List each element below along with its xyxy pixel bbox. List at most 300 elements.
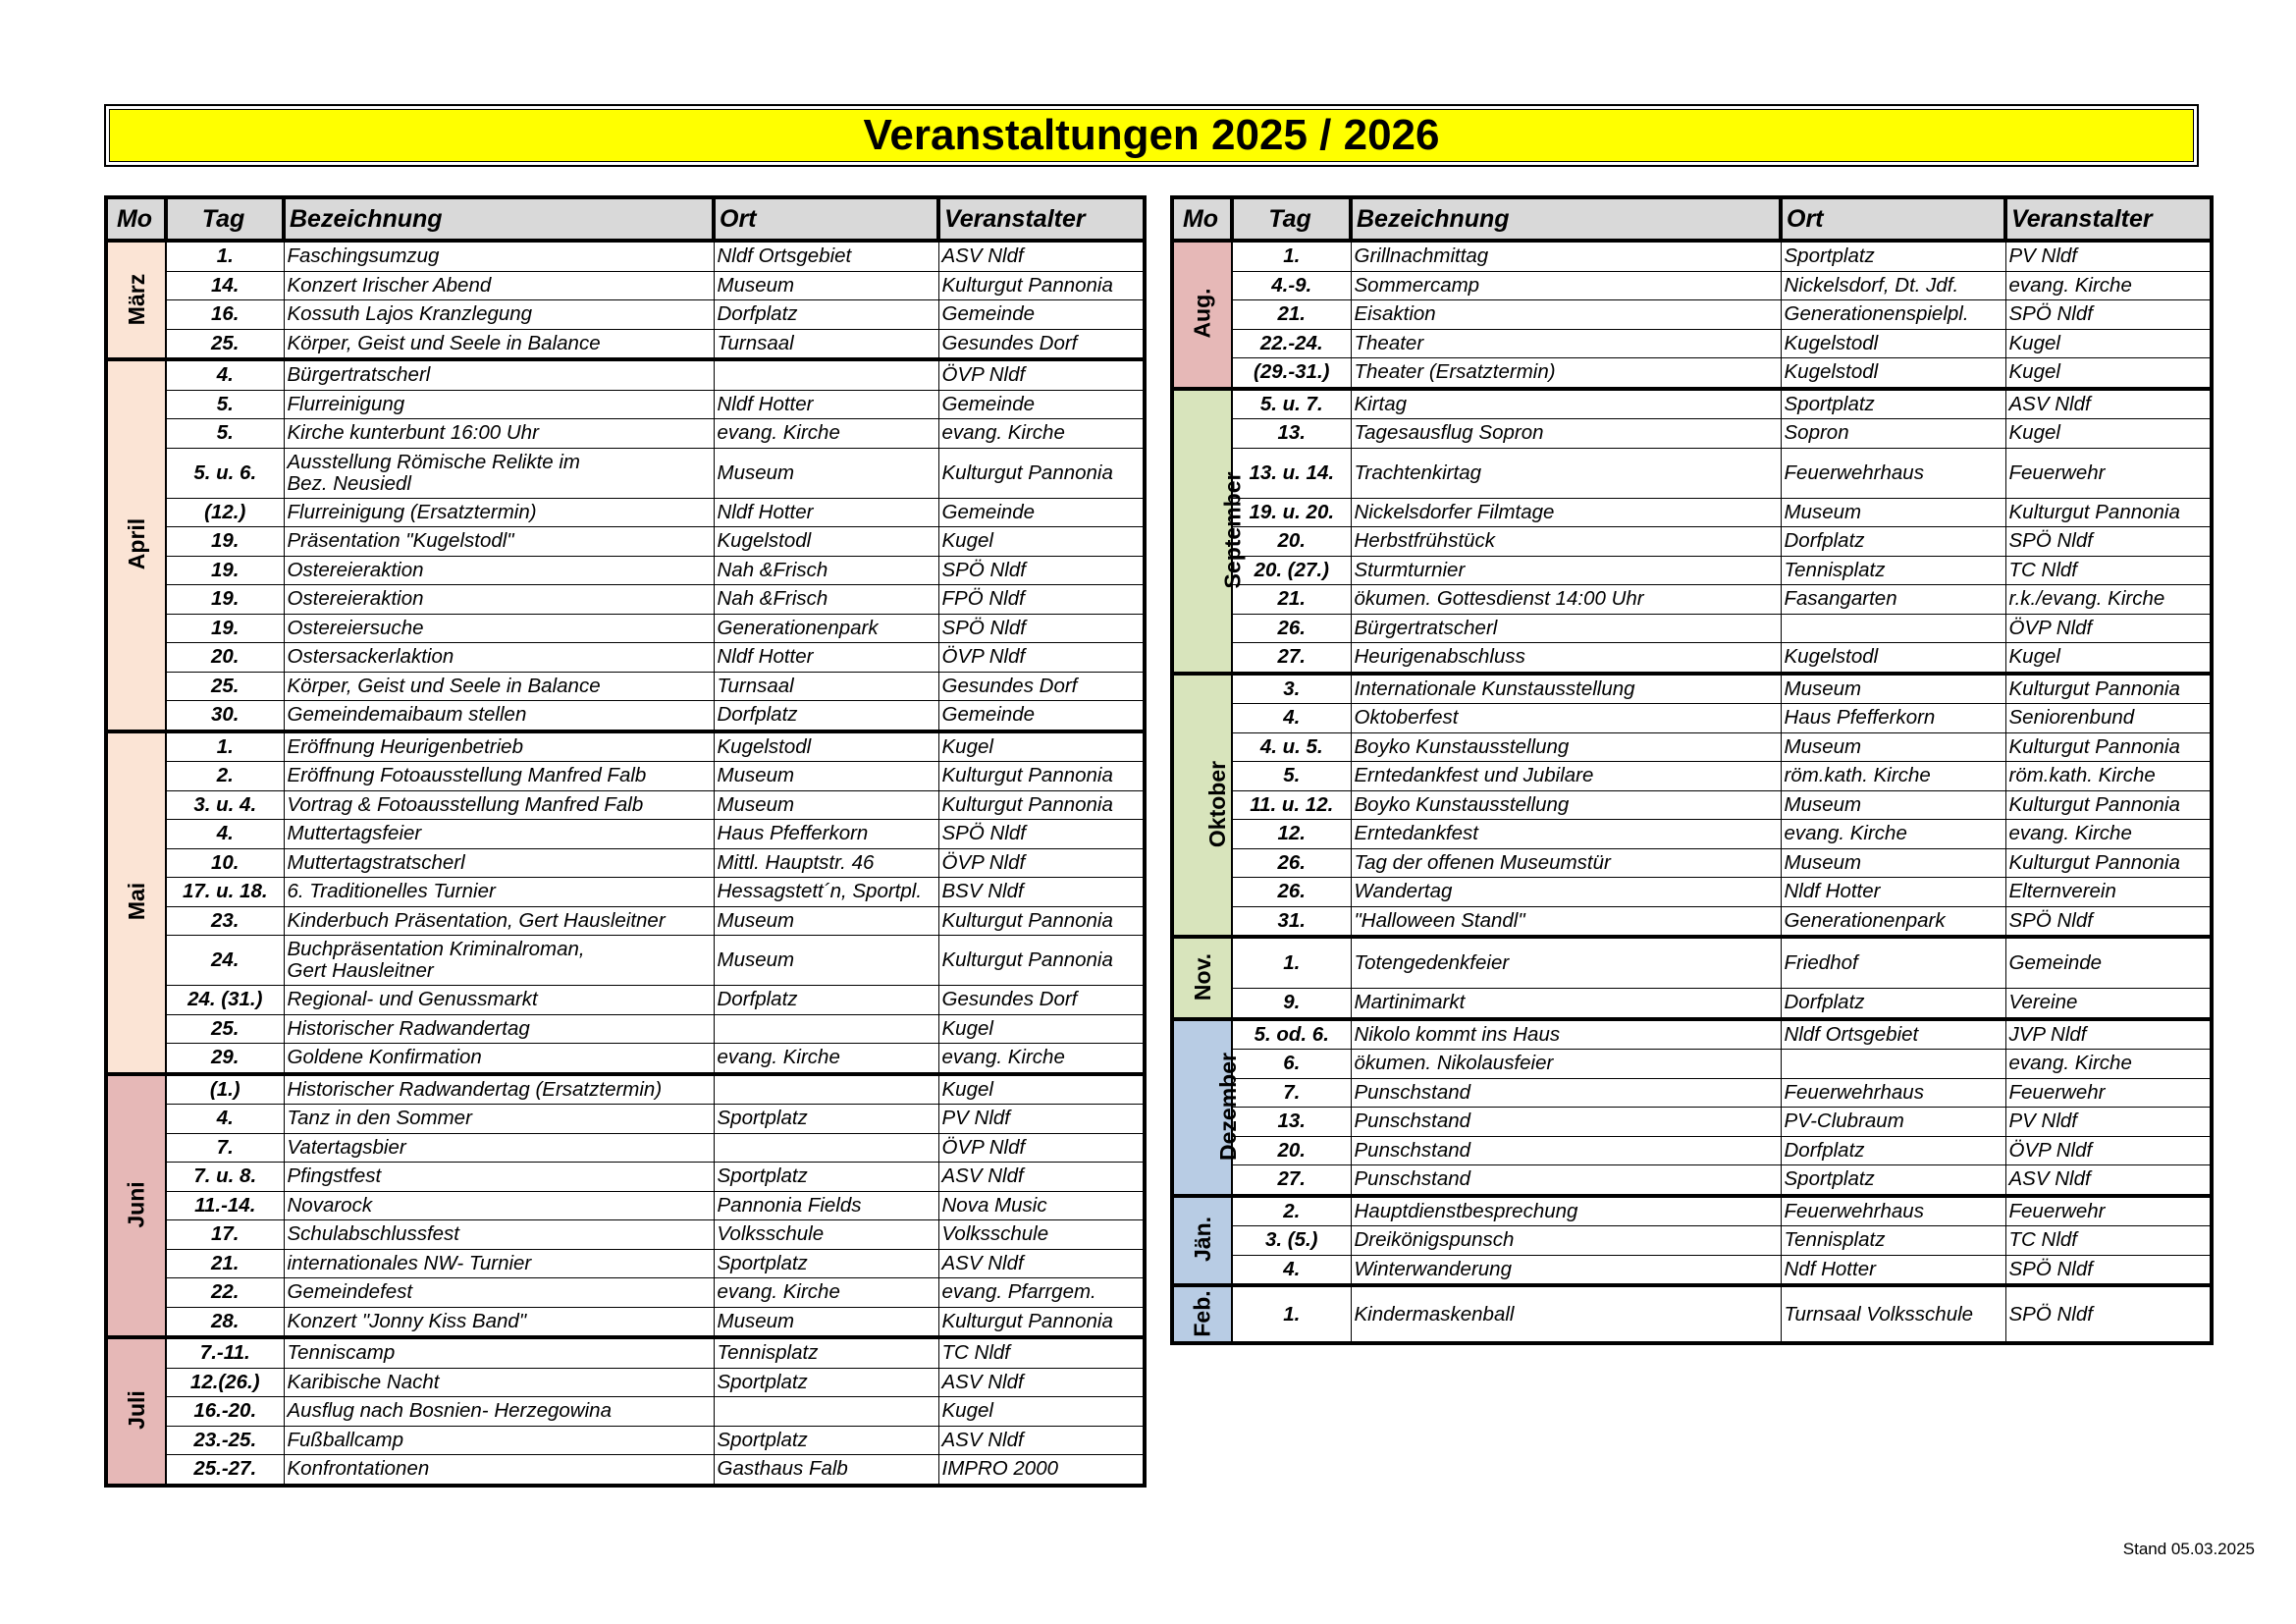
organizer-cell: Gesundes Dorf: [938, 672, 1145, 701]
event-name-cell: [284, 986, 714, 1015]
organizer-cell: SPÖ Nldf: [938, 820, 1145, 849]
organizer-cell: Volksschule: [938, 1220, 1145, 1250]
event-name-cell: [284, 614, 714, 643]
event-name-line: Flurreinigung (Ersatztermin): [287, 500, 537, 523]
table-row: [106, 241, 1145, 271]
event-name-line: Grillnachmittag: [1354, 244, 1489, 268]
month-label: Juli: [124, 1390, 149, 1431]
events-table-left: [104, 195, 1147, 1488]
day-cell: (1.): [166, 1074, 284, 1105]
day-cell: 7.: [166, 1133, 284, 1163]
table-row: [1172, 1108, 2212, 1137]
day-cell: 27.: [1232, 1165, 1351, 1196]
location-cell: Museum: [714, 1307, 938, 1337]
event-name-line: Kirtag: [1354, 392, 1408, 415]
month-label: Aug.: [1189, 288, 1215, 339]
organizer-cell: Kulturgut Pannonia: [2005, 790, 2212, 820]
event-name-line: Nikolo kommt ins Haus: [1354, 1022, 1561, 1046]
location-cell: evang. Kirche: [714, 1044, 938, 1074]
organizer-cell: Feuerwehr: [2005, 1196, 2212, 1226]
organizer-cell: ÖVP Nldf: [938, 643, 1145, 673]
event-name-line: Karibische Nacht: [287, 1370, 440, 1393]
location-cell: evang. Kirche: [714, 1278, 938, 1308]
event-name-line: Gemeindemaibaum stellen: [287, 703, 527, 727]
header-tag: Tag: [1232, 197, 1351, 241]
organizer-cell: ÖVP Nldf: [2005, 1136, 2212, 1165]
event-name-cell: [1351, 1255, 1781, 1285]
table-row: [1172, 732, 2212, 762]
table-row: [106, 1044, 1145, 1074]
table-row: [106, 848, 1145, 878]
title-box: [104, 104, 2199, 167]
event-name-cell: [1351, 878, 1781, 907]
location-cell: Generationenpark: [1781, 906, 2005, 937]
day-cell: 1.: [1232, 937, 1351, 989]
location-cell: Tennisplatz: [1781, 556, 2005, 585]
event-name-line: Gert Hausleitner: [287, 959, 434, 982]
month-cell: [1172, 1285, 1232, 1343]
day-cell: 26.: [1232, 614, 1351, 643]
day-cell: 20.: [166, 643, 284, 673]
event-name-cell: [284, 585, 714, 615]
day-cell: 6.: [1232, 1050, 1351, 1079]
organizer-cell: Kulturgut Pannonia: [2005, 498, 2212, 527]
location-cell: Museum: [714, 762, 938, 791]
organizer-cell: evang. Kirche: [2005, 271, 2212, 300]
day-cell: 13. u. 14.: [1232, 448, 1351, 498]
table-row: [1172, 419, 2212, 449]
location-cell: Nldf Hotter: [714, 390, 938, 419]
organizer-cell: ASV Nldf: [2005, 389, 2212, 419]
location-cell: Fasangarten: [1781, 585, 2005, 615]
organizer-cell: Kulturgut Pannonia: [938, 936, 1145, 986]
header-row: [106, 197, 1145, 241]
organizer-cell: FPÖ Nldf: [938, 585, 1145, 615]
day-cell: 5.: [166, 419, 284, 449]
header-tag: Tag: [166, 197, 284, 241]
table-row: [1172, 1196, 2212, 1226]
table-row: [106, 1368, 1145, 1397]
table-row: [1172, 448, 2212, 498]
event-name-line: Nickelsdorfer Filmtage: [1354, 500, 1555, 523]
table-row: [1172, 762, 2212, 791]
event-name-line: Dreikönigspunsch: [1354, 1228, 1515, 1252]
organizer-cell: Kulturgut Pannonia: [2005, 674, 2212, 704]
table-row: [1172, 989, 2212, 1019]
event-name-cell: [284, 1163, 714, 1192]
event-name-line: Boyko Kunstausstellung: [1354, 734, 1570, 758]
header-mo: Mo: [1172, 197, 1232, 241]
event-name-cell: [284, 300, 714, 330]
event-name-cell: [1351, 358, 1781, 389]
event-name-line: Vatertagsbier: [287, 1135, 406, 1159]
event-name-cell: [1351, 762, 1781, 791]
header-row: [1172, 197, 2212, 241]
event-name-cell: [1351, 614, 1781, 643]
day-cell: 4.: [166, 820, 284, 849]
event-name-cell: [284, 936, 714, 986]
location-cell: Dorfplatz: [714, 701, 938, 731]
organizer-cell: Gemeinde: [2005, 937, 2212, 989]
organizer-cell: r.k./evang. Kirche: [2005, 585, 2212, 615]
table-row: [1172, 1050, 2212, 1079]
day-cell: 5. od. 6.: [1232, 1019, 1351, 1050]
table-row: [106, 1307, 1145, 1337]
event-name-cell: [1351, 848, 1781, 878]
organizer-cell: evang. Kirche: [938, 1044, 1145, 1074]
location-cell: Mittl. Hauptstr. 46: [714, 848, 938, 878]
day-cell: 5.: [166, 390, 284, 419]
table-row: [1172, 271, 2212, 300]
table-row: [1172, 790, 2212, 820]
event-name-cell: [1351, 704, 1781, 733]
event-name-cell: [1351, 419, 1781, 449]
table-row: [106, 419, 1145, 449]
event-name-line: Novarock: [287, 1193, 373, 1217]
day-cell: 30.: [166, 701, 284, 731]
table-row: [1172, 704, 2212, 733]
table-row: [106, 1014, 1145, 1044]
organizer-cell: ÖVP Nldf: [2005, 614, 2212, 643]
location-cell: Sportplatz: [714, 1368, 938, 1397]
day-cell: 24. (31.): [166, 986, 284, 1015]
table-row: [106, 1278, 1145, 1308]
table-row: [1172, 1226, 2212, 1256]
event-name-line: Internationale Kunstausstellung: [1354, 677, 1635, 700]
event-name-cell: [1351, 389, 1781, 419]
month-label: Feb.: [1190, 1289, 1215, 1337]
organizer-cell: SPÖ Nldf: [2005, 1285, 2212, 1343]
location-cell: Turnsaal: [714, 672, 938, 701]
event-name-cell: [284, 1220, 714, 1250]
organizer-cell: Kugel: [938, 1074, 1145, 1105]
location-cell: Sportplatz: [714, 1249, 938, 1278]
organizer-cell: Gesundes Dorf: [938, 986, 1145, 1015]
event-name-cell: [284, 820, 714, 849]
day-cell: 20.: [1232, 527, 1351, 557]
event-name-line: Kindermaskenball: [1354, 1302, 1515, 1326]
table-row: [1172, 1078, 2212, 1108]
event-name-line: Konfrontationen: [287, 1457, 430, 1481]
location-cell: Nldf Hotter: [714, 498, 938, 527]
day-cell: 4.: [166, 1105, 284, 1134]
event-name-line: Heurigenabschluss: [1354, 645, 1525, 669]
event-name-cell: [284, 241, 714, 271]
location-cell: Volksschule: [714, 1220, 938, 1250]
organizer-cell: Kulturgut Pannonia: [938, 1307, 1145, 1337]
organizer-cell: Kulturgut Pannonia: [938, 762, 1145, 791]
event-name-line: Bürgertratscherl: [287, 363, 431, 387]
event-name-cell: [1351, 732, 1781, 762]
event-name-cell: [284, 1426, 714, 1455]
event-name-cell: [284, 448, 714, 498]
organizer-cell: Feuerwehr: [2005, 448, 2212, 498]
organizer-cell: SPÖ Nldf: [938, 556, 1145, 585]
event-name-line: Gemeindefest: [287, 1280, 413, 1304]
organizer-cell: TC Nldf: [2005, 1226, 2212, 1256]
day-cell: 4.: [1232, 704, 1351, 733]
event-name-cell: [1351, 585, 1781, 615]
location-cell: [714, 1014, 938, 1044]
event-name-line: Faschingsumzug: [287, 244, 440, 268]
event-name-cell: [1351, 1019, 1781, 1050]
event-name-line: Punschstand: [1354, 1110, 1471, 1133]
location-cell: Friedhof: [1781, 937, 2005, 989]
table-row: [1172, 1165, 2212, 1196]
event-name-cell: [284, 1105, 714, 1134]
day-cell: 4.: [166, 359, 284, 390]
location-cell: evang. Kirche: [1781, 820, 2005, 849]
event-name-cell: [1351, 556, 1781, 585]
day-cell: 2.: [1232, 1196, 1351, 1226]
table-row: [1172, 1019, 2212, 1050]
organizer-cell: Kugel: [2005, 358, 2212, 389]
event-name-cell: [1351, 1165, 1781, 1196]
location-cell: Hessagstett´n, Sportpl.: [714, 878, 938, 907]
event-name-cell: [284, 1074, 714, 1105]
month-label: Nov.: [1189, 952, 1215, 1001]
event-name-line: Vortrag & Fotoausstellung Manfred Falb: [287, 792, 644, 816]
table-row: [106, 906, 1145, 936]
day-cell: 12.: [1232, 820, 1351, 849]
day-cell: 3. u. 4.: [166, 790, 284, 820]
organizer-cell: Kugel: [2005, 419, 2212, 449]
event-name-cell: [284, 1397, 714, 1427]
event-name-line: Tag der offenen Museumstür: [1354, 850, 1611, 874]
day-cell: 7. u. 8.: [166, 1163, 284, 1192]
location-cell: Museum: [1781, 732, 2005, 762]
event-name-line: Totengedenkfeier: [1354, 951, 1510, 974]
table-row: [106, 1337, 1145, 1368]
location-cell: Nldf Ortsgebiet: [1781, 1019, 2005, 1050]
table-row: [1172, 1136, 2212, 1165]
organizer-cell: PV Nldf: [938, 1105, 1145, 1134]
event-name-line: Buchpräsentation Kriminalroman,: [287, 938, 585, 960]
organizer-cell: ASV Nldf: [938, 1368, 1145, 1397]
location-cell: Feuerwehrhaus: [1781, 448, 2005, 498]
location-cell: Dorfplatz: [714, 300, 938, 330]
event-name-cell: [284, 390, 714, 419]
location-cell: [1781, 614, 2005, 643]
event-name-line: Wandertag: [1354, 880, 1453, 903]
day-cell: 4. u. 5.: [1232, 732, 1351, 762]
organizer-cell: Kulturgut Pannonia: [938, 906, 1145, 936]
event-name-line: Eröffnung Fotoausstellung Manfred Falb: [287, 764, 647, 787]
event-name-cell: [1351, 527, 1781, 557]
organizer-cell: ÖVP Nldf: [938, 1133, 1145, 1163]
day-cell: 13.: [1232, 419, 1351, 449]
event-name-line: Kinderbuch Präsentation, Gert Hausleitner: [287, 908, 666, 932]
table-row: [106, 701, 1145, 731]
table-row: [1172, 241, 2212, 271]
day-cell: 4.-9.: [1232, 271, 1351, 300]
organizer-cell: SPÖ Nldf: [2005, 527, 2212, 557]
day-cell: 2.: [166, 762, 284, 791]
event-name-cell: [284, 359, 714, 390]
location-cell: Turnsaal Volksschule: [1781, 1285, 2005, 1343]
event-name-line: Präsentation "Kugelstodl": [287, 529, 514, 553]
event-name-cell: [284, 1133, 714, 1163]
table-row: [106, 1105, 1145, 1134]
organizer-cell: Vereine: [2005, 989, 2212, 1019]
day-cell: 23.-25.: [166, 1426, 284, 1455]
event-name-cell: [1351, 906, 1781, 937]
organizer-cell: SPÖ Nldf: [938, 614, 1145, 643]
table-row: [106, 527, 1145, 557]
table-row: [1172, 820, 2212, 849]
event-name-cell: [284, 419, 714, 449]
location-cell: Museum: [1781, 848, 2005, 878]
location-cell: Dorfplatz: [1781, 1136, 2005, 1165]
day-cell: 19.: [166, 556, 284, 585]
header-ort: Ort: [714, 197, 938, 241]
organizer-cell: Kugel: [2005, 329, 2212, 358]
event-name-cell: [1351, 1196, 1781, 1226]
event-name-line: Ostereieraktion: [287, 558, 424, 581]
organizer-cell: ASV Nldf: [938, 241, 1145, 271]
event-name-line: Erntedankfest: [1354, 822, 1478, 845]
location-cell: evang. Kirche: [714, 419, 938, 449]
event-name-cell: [284, 643, 714, 673]
table-row: [106, 1397, 1145, 1427]
table-row: [106, 878, 1145, 907]
day-cell: 10.: [166, 848, 284, 878]
day-cell: 29.: [166, 1044, 284, 1074]
event-name-cell: [284, 527, 714, 557]
event-name-cell: [284, 672, 714, 701]
location-cell: Generationenspielpl.: [1781, 300, 2005, 330]
location-cell: Nldf Hotter: [1781, 878, 2005, 907]
day-cell: (29.-31.): [1232, 358, 1351, 389]
event-name-cell: [1351, 300, 1781, 330]
organizer-cell: evang. Kirche: [938, 419, 1145, 449]
event-name-cell: [284, 1249, 714, 1278]
day-cell: 19.: [166, 614, 284, 643]
table-row: [106, 1191, 1145, 1220]
event-name-cell: [1351, 241, 1781, 271]
month-label: Juni: [124, 1181, 149, 1228]
table-row: [106, 820, 1145, 849]
event-name-cell: [284, 1278, 714, 1308]
event-name-line: Theater (Ersatztermin): [1354, 360, 1556, 384]
day-cell: 5.: [1232, 762, 1351, 791]
day-cell: 28.: [166, 1307, 284, 1337]
location-cell: Tennisplatz: [1781, 1226, 2005, 1256]
event-name-cell: [284, 1307, 714, 1337]
event-name-line: Pfingstfest: [287, 1164, 382, 1188]
event-name-cell: [284, 1368, 714, 1397]
table-row: [1172, 585, 2212, 615]
event-name-line: Sturmturnier: [1354, 558, 1466, 581]
organizer-cell: Gemeinde: [938, 701, 1145, 731]
location-cell: Museum: [1781, 674, 2005, 704]
event-name-cell: [284, 329, 714, 359]
organizer-cell: PV Nldf: [2005, 1108, 2212, 1137]
table-row: [106, 1249, 1145, 1278]
event-name-line: "Halloween Standl": [1354, 908, 1525, 932]
organizer-cell: Kugel: [938, 527, 1145, 557]
header-bezeichnung: Bezeichnung: [1351, 197, 1781, 241]
event-name-line: Punschstand: [1354, 1167, 1471, 1191]
organizer-cell: Kulturgut Pannonia: [938, 790, 1145, 820]
location-cell: Sportplatz: [714, 1163, 938, 1192]
page-title: Veranstaltungen 2025 / 2026: [109, 109, 2194, 162]
table-row: [106, 731, 1145, 762]
day-cell: 21.: [166, 1249, 284, 1278]
organizer-cell: Feuerwehr: [2005, 1078, 2212, 1108]
location-cell: Dorfplatz: [1781, 527, 2005, 557]
table-row: [1172, 674, 2212, 704]
location-cell: [714, 1397, 938, 1427]
event-name-line: Trachtenkirtag: [1354, 460, 1482, 484]
event-name-line: Winterwanderung: [1354, 1257, 1512, 1280]
organizer-cell: TC Nldf: [2005, 556, 2212, 585]
location-cell: PV-Clubraum: [1781, 1108, 2005, 1137]
organizer-cell: ASV Nldf: [938, 1249, 1145, 1278]
event-name-cell: [1351, 329, 1781, 358]
day-cell: 21.: [1232, 300, 1351, 330]
location-cell: Sportplatz: [1781, 1165, 2005, 1196]
location-cell: Nldf Ortsgebiet: [714, 241, 938, 271]
month-label: September: [1219, 471, 1246, 588]
table-row: [106, 643, 1145, 673]
event-name-line: Konzert Irischer Abend: [287, 273, 492, 297]
month-label: März: [124, 273, 149, 325]
organizer-cell: SPÖ Nldf: [2005, 906, 2212, 937]
event-name-cell: [284, 731, 714, 762]
event-name-line: Oktoberfest: [1354, 706, 1459, 730]
table-row: [106, 271, 1145, 300]
organizer-cell: TC Nldf: [938, 1337, 1145, 1368]
organizer-cell: BSV Nldf: [938, 878, 1145, 907]
organizer-cell: Gemeinde: [938, 498, 1145, 527]
table-row: [1172, 527, 2212, 557]
table-row: [1172, 389, 2212, 419]
table-row: [1172, 329, 2212, 358]
event-name-cell: [284, 1337, 714, 1368]
table-row: [1172, 556, 2212, 585]
table-row: [1172, 878, 2212, 907]
day-cell: 26.: [1232, 848, 1351, 878]
event-name-cell: [1351, 1136, 1781, 1165]
day-cell: 20.: [1232, 1136, 1351, 1165]
event-name-line: Ostereieraktion: [287, 587, 424, 611]
table-row: [106, 390, 1145, 419]
event-name-line: Regional- und Genussmarkt: [287, 988, 538, 1011]
event-name-line: Kirche kunterbunt 16:00 Uhr: [287, 421, 539, 445]
day-cell: 25.: [166, 329, 284, 359]
location-cell: Nah &Frisch: [714, 585, 938, 615]
event-name-line: Ostersackerlaktion: [287, 645, 454, 669]
location-cell: Gasthaus Falb: [714, 1455, 938, 1486]
table-row: [1172, 498, 2212, 527]
event-name-cell: [1351, 989, 1781, 1019]
event-name-cell: [284, 271, 714, 300]
table-row: [106, 790, 1145, 820]
event-name-cell: [284, 878, 714, 907]
organizer-cell: Gemeinde: [938, 300, 1145, 330]
month-label: Jän.: [1190, 1217, 1215, 1263]
event-name-cell: [284, 498, 714, 527]
organizer-cell: ASV Nldf: [2005, 1165, 2212, 1196]
day-cell: 19. u. 20.: [1232, 498, 1351, 527]
organizer-cell: SPÖ Nldf: [2005, 300, 2212, 330]
event-name-cell: [284, 762, 714, 791]
organizer-cell: Nova Music: [938, 1191, 1145, 1220]
table-row: [1172, 1285, 2212, 1343]
table-row: [106, 936, 1145, 986]
table-row: [106, 329, 1145, 359]
